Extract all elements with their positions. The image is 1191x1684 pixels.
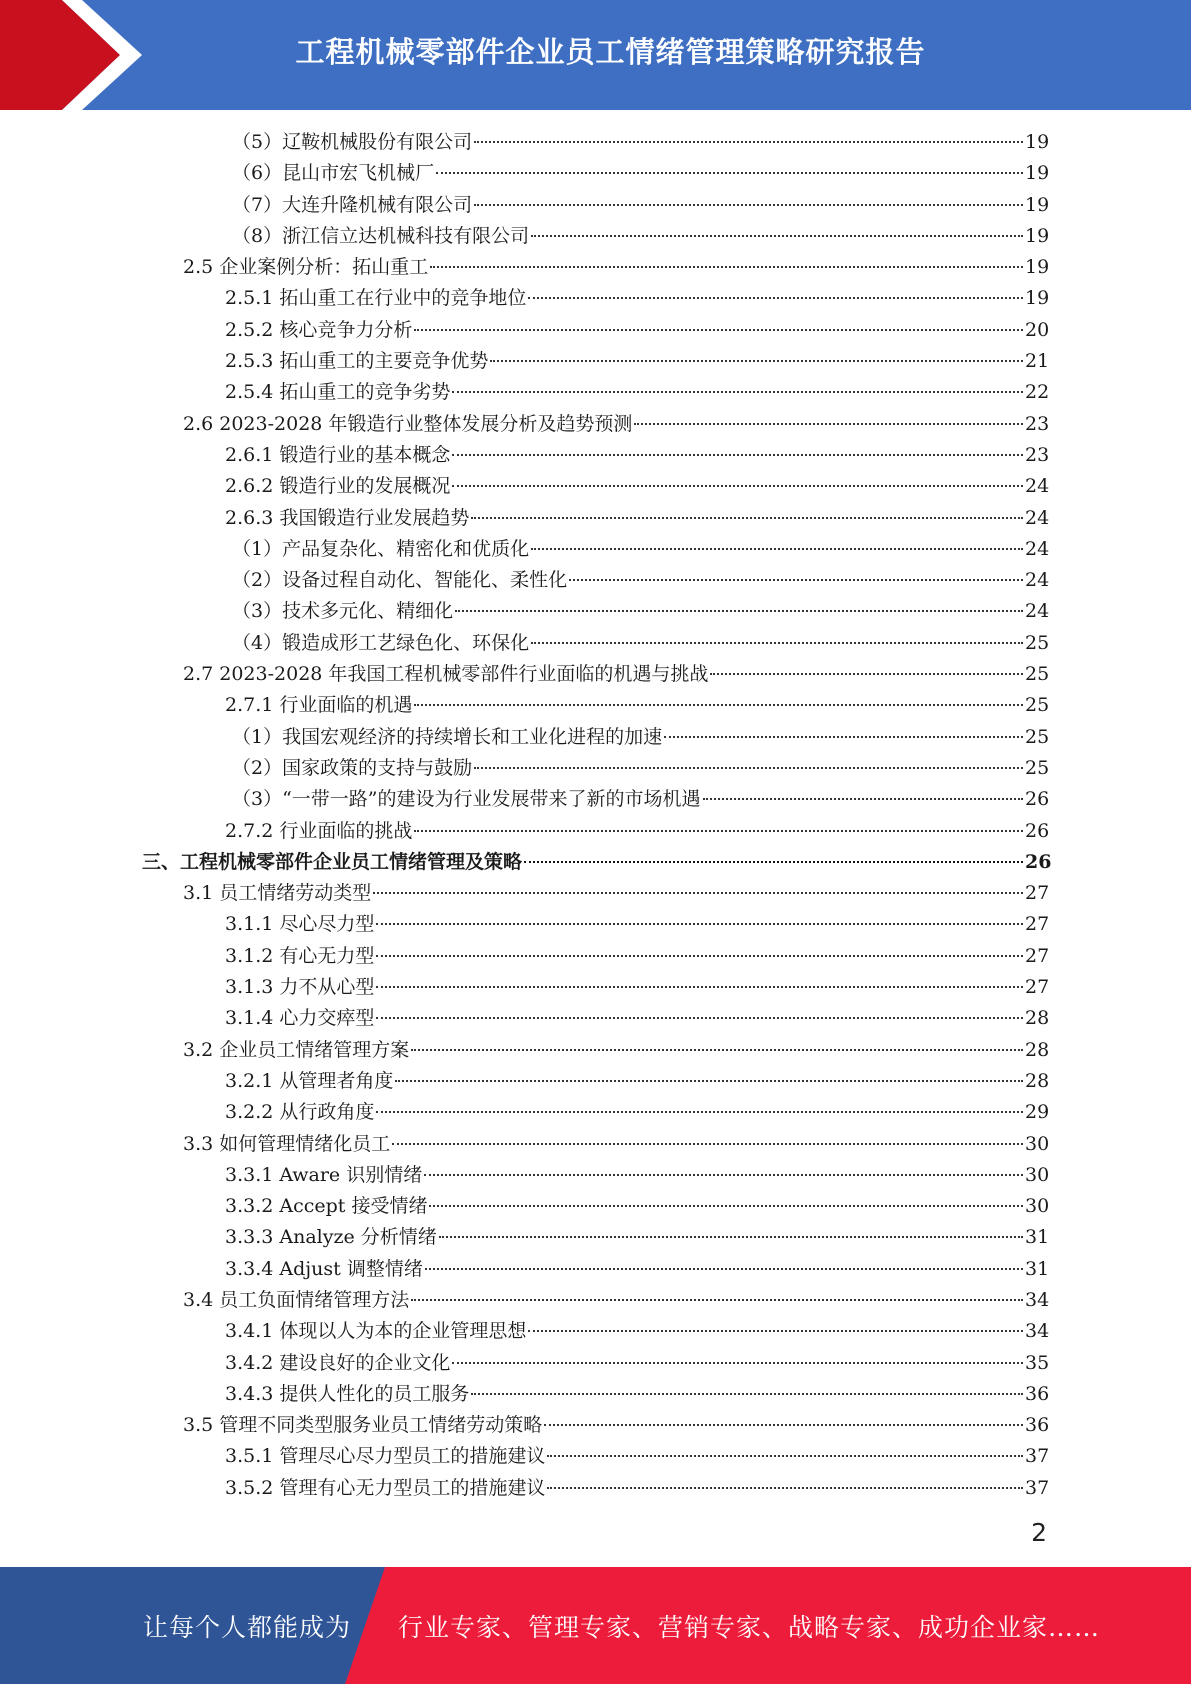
- toc-entry-page: 19: [1025, 193, 1050, 216]
- toc-entry-page: 27: [1025, 882, 1050, 905]
- toc-entry-label: 2.5.4 拓山重工的竞争劣势: [225, 381, 451, 404]
- toc-leader-dots: [452, 391, 1023, 393]
- toc-leader-dots: [547, 1487, 1023, 1489]
- toc-entry-label: 3.5.2 管理有心无力型员工的措施建议: [225, 1476, 546, 1499]
- toc-entry[interactable]: [0, 1316, 1191, 1347]
- toc-leader-dots: [425, 1268, 1023, 1270]
- toc-leader-dots: [634, 423, 1023, 425]
- toc-entry-label: 3.4.1 体现以人为本的企业管理思想: [225, 1320, 527, 1343]
- toc-entry-label: （5）辽鞍机械股份有限公司: [232, 131, 473, 153]
- toc-entry-label: 3.3.2 Accept 接受情绪: [225, 1195, 428, 1218]
- toc-entry-label: 3.1.3 力不从心型: [225, 976, 375, 999]
- toc-entry-label: 3.1.1 尽心尽力型: [225, 913, 375, 936]
- toc-entry-page: 27: [1025, 944, 1050, 967]
- toc-entry[interactable]: [0, 1191, 1191, 1222]
- toc-entry[interactable]: [0, 1441, 1191, 1472]
- toc-entry-page: 24: [1025, 600, 1050, 623]
- toc-leader-dots: [452, 454, 1023, 456]
- toc-entry[interactable]: [0, 283, 1191, 314]
- toc-leader-dots: [474, 204, 1023, 206]
- toc-entry-page: 34: [1025, 1320, 1050, 1343]
- toc-entry-label: 2.5.3 拓山重工的主要竞争优势: [225, 350, 489, 373]
- toc-entry-page: 19: [1025, 162, 1050, 185]
- toc-entry-page: 25: [1025, 694, 1050, 717]
- toc-entry[interactable]: [0, 471, 1191, 502]
- toc-leader-dots: [439, 1236, 1023, 1238]
- toc-leader-dots: [474, 141, 1023, 143]
- toc-leader-dots: [376, 955, 1023, 957]
- toc-entry-page: 24: [1025, 506, 1050, 529]
- toc-entry-label: 2.5.1 拓山重工在行业中的竞争地位: [225, 287, 527, 310]
- toc-entry-page: 26: [1025, 819, 1050, 842]
- toc-entry-label: （8）浙江信立达机械科技有限公司: [232, 224, 530, 247]
- toc-entry-label: （4）锻造成形工艺绿色化、环保化: [232, 631, 530, 654]
- toc-leader-dots: [411, 1049, 1023, 1051]
- toc-leader-dots: [471, 1393, 1023, 1395]
- toc-entry[interactable]: [0, 1473, 1191, 1504]
- toc-entry[interactable]: [0, 816, 1191, 847]
- toc-entry-page: 30: [1025, 1132, 1050, 1155]
- toc-entry-page: 26: [1025, 850, 1052, 873]
- toc-leader-dots: [376, 1111, 1023, 1113]
- toc-entry[interactable]: [0, 722, 1191, 753]
- toc-entry-page: 28: [1025, 1038, 1050, 1061]
- toc-entry-label: 2.6.3 我国锻造行业发展趋势: [225, 506, 470, 529]
- toc-entry[interactable]: [0, 1285, 1191, 1316]
- toc-leader-dots: [414, 329, 1023, 331]
- toc-entry[interactable]: [0, 784, 1191, 815]
- toc-leader-dots: [531, 235, 1023, 237]
- toc-entry-page: 23: [1025, 443, 1050, 466]
- toc-entry-label: 2.5.2 核心竞争力分析: [225, 318, 413, 341]
- toc-entry[interactable]: [0, 1003, 1191, 1034]
- toc-entry-label: 3.1 员工情绪劳动类型: [183, 882, 372, 905]
- toc-leader-dots: [414, 830, 1023, 832]
- toc-leader-dots: [411, 1299, 1023, 1301]
- toc-entry-page: 36: [1025, 1382, 1050, 1405]
- toc-entry-label: 3.4 员工负面情绪管理方法: [183, 1288, 410, 1311]
- toc-entry-page: 31: [1025, 1226, 1050, 1249]
- toc-leader-dots: [373, 892, 1023, 894]
- toc-entry-label: 3.2.1 从管理者角度: [225, 1069, 394, 1092]
- toc-leader-dots: [376, 986, 1023, 988]
- toc-entry-label: 三、工程机械零部件企业员工情绪管理及策略: [142, 850, 523, 873]
- toc-entry-label: （3）技术多元化、精细化: [232, 600, 454, 623]
- toc-entry-page: 28: [1025, 1007, 1050, 1030]
- toc-entry-page: 19: [1025, 131, 1050, 153]
- toc-entry-page: 20: [1025, 318, 1050, 341]
- toc-entry-page: 25: [1025, 756, 1050, 779]
- toc-entry[interactable]: [0, 1348, 1191, 1379]
- toc-entry-label: 3.1.2 有心无力型: [225, 944, 375, 967]
- toc-entry-page: 28: [1025, 1069, 1050, 1092]
- toc-leader-dots: [414, 704, 1023, 706]
- toc-entry-page: 22: [1025, 381, 1050, 404]
- toc-leader-dots: [531, 642, 1023, 644]
- toc-entry-page: 30: [1025, 1195, 1050, 1218]
- toc-leader-dots: [544, 1424, 1023, 1426]
- toc-entry[interactable]: [0, 158, 1191, 189]
- toc-leader-dots: [531, 548, 1023, 550]
- toc-entry[interactable]: [0, 1129, 1191, 1160]
- toc-leader-dots: [664, 736, 1023, 738]
- toc-leader-dots: [490, 360, 1023, 362]
- header-banner: [0, 0, 1191, 110]
- toc-entry-page: 21: [1025, 350, 1050, 373]
- toc-entry[interactable]: [0, 628, 1191, 659]
- toc-entry[interactable]: [0, 221, 1191, 252]
- toc-entry-label: 3.3.4 Adjust 调整情绪: [225, 1257, 423, 1280]
- toc-leader-dots: [424, 1174, 1023, 1176]
- toc-entry[interactable]: [0, 1160, 1191, 1191]
- toc-entry[interactable]: [0, 315, 1191, 346]
- toc-entry-page: 31: [1025, 1257, 1050, 1280]
- toc-leader-dots: [452, 485, 1023, 487]
- toc-entry-page: 24: [1025, 569, 1050, 592]
- toc-entry[interactable]: [0, 909, 1191, 940]
- toc-entry-label: 2.7 2023-2028 年我国工程机械零部件行业面临的机遇与挑战: [183, 663, 709, 686]
- toc-leader-dots: [703, 798, 1023, 800]
- toc-leader-dots: [436, 172, 1023, 174]
- footer-banner: [0, 1567, 1191, 1684]
- toc-entry-label: 2.7.1 行业面临的机遇: [225, 694, 413, 717]
- toc-entry-label: （1）产品复杂化、精密化和优质化: [232, 537, 530, 560]
- toc-entry[interactable]: [0, 565, 1191, 596]
- toc-leader-dots: [471, 517, 1023, 519]
- toc-entry-page: 19: [1025, 256, 1050, 279]
- toc-entry-page: 27: [1025, 913, 1050, 936]
- toc-entry[interactable]: [0, 596, 1191, 627]
- toc-entry[interactable]: [0, 753, 1191, 784]
- toc-entry[interactable]: [0, 1254, 1191, 1285]
- toc-leader-dots: [524, 861, 1023, 863]
- toc-entry[interactable]: [0, 690, 1191, 721]
- toc-entry-page: 29: [1025, 1101, 1050, 1124]
- toc-entry-page: 25: [1025, 631, 1050, 654]
- toc-leader-dots: [528, 1330, 1023, 1332]
- toc-entry[interactable]: [0, 1222, 1191, 1253]
- toc-entry-label: 3.4.3 提供人性化的员工服务: [225, 1382, 470, 1405]
- toc-leader-dots: [376, 923, 1023, 925]
- toc-entry[interactable]: [0, 847, 1191, 878]
- toc-entry-page: 25: [1025, 725, 1050, 748]
- toc-entry[interactable]: [0, 1066, 1191, 1097]
- toc-entry[interactable]: [0, 346, 1191, 377]
- toc-entry-label: 3.4.2 建设良好的企业文化: [225, 1351, 451, 1374]
- toc-entry-label: 2.6.2 锻造行业的发展概况: [225, 475, 451, 498]
- page-number: 2: [1031, 1518, 1047, 1547]
- toc-entry[interactable]: [0, 1379, 1191, 1410]
- toc-entry-page: 25: [1025, 663, 1050, 686]
- toc-entry-label: 2.5 企业案例分析：拓山重工: [183, 256, 429, 279]
- toc-entry-label: 2.7.2 行业面临的挑战: [225, 819, 413, 842]
- toc-entry-page: 23: [1025, 412, 1050, 435]
- toc-entry[interactable]: [0, 409, 1191, 440]
- toc-entry[interactable]: [0, 972, 1191, 1003]
- toc-entry-label: 2.6 2023-2028 年锻造行业整体发展分析及趋势预测: [183, 412, 633, 435]
- toc-leader-dots: [455, 610, 1023, 612]
- toc-entry-label: 3.2 企业员工情绪管理方案: [183, 1038, 410, 1061]
- toc-entry-label: （2）国家政策的支持与鼓励: [232, 756, 473, 779]
- toc-leader-dots: [474, 767, 1023, 769]
- toc-entry-label: 3.5 管理不同类型服务业员工情绪劳动策略: [183, 1414, 543, 1437]
- toc-entry-page: 30: [1025, 1163, 1050, 1186]
- table-of-contents: [0, 127, 1191, 1504]
- toc-entry-label: （7）大连升隆机械有限公司: [232, 193, 473, 216]
- toc-entry-label: 2.6.1 锻造行业的基本概念: [225, 443, 451, 466]
- toc-entry-label: 3.5.1 管理尽心尽力型员工的措施建议: [225, 1445, 546, 1468]
- toc-entry-page: 36: [1025, 1414, 1050, 1437]
- toc-entry-page: 35: [1025, 1351, 1050, 1374]
- toc-entry-label: （2）设备过程自动化、智能化、柔性化: [232, 569, 568, 592]
- toc-leader-dots: [569, 579, 1023, 581]
- toc-entry-page: 19: [1025, 224, 1050, 247]
- toc-leader-dots: [395, 1080, 1023, 1082]
- toc-entry-label: 3.3.3 Analyze 分析情绪: [225, 1226, 437, 1249]
- toc-entry-page: 24: [1025, 475, 1050, 498]
- toc-entry-label: 3.1.4 心力交瘁型: [225, 1007, 375, 1030]
- toc-entry[interactable]: [0, 377, 1191, 408]
- toc-entry[interactable]: [0, 1097, 1191, 1128]
- toc-entry[interactable]: [0, 1035, 1191, 1066]
- toc-entry[interactable]: [0, 534, 1191, 565]
- page-title: 工程机械零部件企业员工情绪管理策略研究报告: [295, 34, 926, 69]
- footer-slogan-right: 行业专家、管理专家、营销专家、战略专家、成功企业家……: [398, 1612, 1101, 1642]
- toc-entry[interactable]: [0, 659, 1191, 690]
- toc-entry-label: 3.2.2 从行政角度: [225, 1101, 375, 1124]
- toc-entry[interactable]: [0, 440, 1191, 471]
- toc-entry-page: 27: [1025, 976, 1050, 999]
- toc-entry-page: 26: [1025, 788, 1050, 811]
- toc-entry[interactable]: [0, 252, 1191, 283]
- toc-entry[interactable]: [0, 127, 1191, 158]
- toc-leader-dots: [547, 1455, 1023, 1457]
- toc-leader-dots: [429, 1205, 1023, 1207]
- footer-slogan-left: 让每个人都能成为: [143, 1612, 352, 1642]
- toc-entry-page: 24: [1025, 537, 1050, 560]
- toc-leader-dots: [376, 1017, 1023, 1019]
- toc-leader-dots: [528, 297, 1023, 299]
- toc-entry[interactable]: [0, 1410, 1191, 1441]
- toc-entry-label: （3）“一带一路”的建设为行业发展带来了新的市场机遇: [232, 788, 701, 811]
- toc-entry-page: 37: [1025, 1445, 1050, 1468]
- toc-leader-dots: [710, 673, 1023, 675]
- toc-entry[interactable]: [0, 503, 1191, 534]
- toc-entry[interactable]: [0, 941, 1191, 972]
- toc-entry-page: 37: [1025, 1476, 1050, 1499]
- toc-entry-label: 3.3 如何管理情绪化员工: [183, 1132, 391, 1155]
- toc-entry-page: 19: [1025, 287, 1050, 310]
- toc-entry-label: （1）我国宏观经济的持续增长和工业化进程的加速: [232, 725, 663, 748]
- toc-leader-dots: [392, 1143, 1023, 1145]
- toc-entry-label: （6）昆山市宏飞机械厂: [232, 162, 435, 185]
- toc-entry-label: 3.3.1 Aware 识别情绪: [225, 1163, 423, 1186]
- toc-leader-dots: [452, 1362, 1023, 1364]
- toc-entry-page: 34: [1025, 1288, 1050, 1311]
- toc-entry[interactable]: [0, 190, 1191, 221]
- toc-entry[interactable]: [0, 878, 1191, 909]
- toc-leader-dots: [430, 266, 1023, 268]
